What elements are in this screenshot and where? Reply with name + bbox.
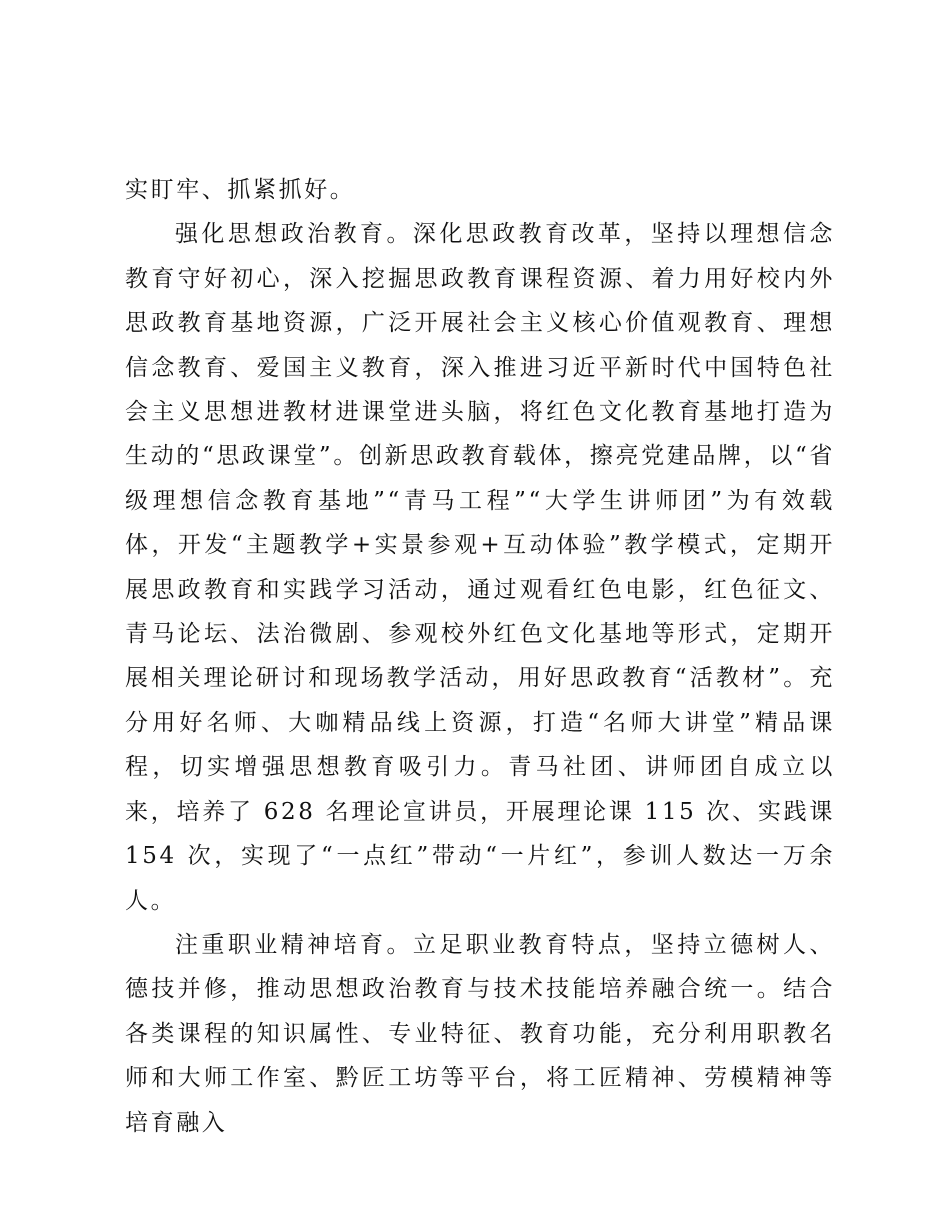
paragraph-continuation: 实盯牢、抓紧抓好。 <box>125 177 356 203</box>
document-body <box>125 168 835 1145</box>
paragraph-professional-spirit: 注重职业精神培育。立足职业教育特点，坚持立德树人、德技并修，推动思想政治教育与技术技能培养融合统一。结合各类课程的知识属性、专业特征、教育功能，充分利用职教名师和大师工作室、黔匠工坊等平台，将工匠精神、劳模精神等培育融入 <box>125 931 835 1136</box>
paragraph-ideological-education: 强化思想政治教育。深化思政教育改革，坚持以理想信念教育守好初心，深入挖掘思政教育课程资源、着力用好校内外思政教育基地资源，广泛开展社会主义核心价值观教育、理想信念教育、爱国主义教育，深入推进习近平新时代中国特色社会主义思想进教材进课堂进头脑，将红色文化教育基地打造为生动的“思政课堂”。创新思政教育载体，擦亮党建品牌，以“省级理想信念教育基地”“青马工程”“大学生讲师团”为有效载体，开发“主题教学+实景参观+互动体验”教学模式，定期开展思政教育和实践学习活动，通过观看红色电影，红色征文、青马论坛、法治微剧、参观校外红色文化基地等形式，定期开展相关理论研讨和现场教学活动，用好思政教育“活教材”。充分用好名师、大咖精品线上资源，打造“名师大讲堂”精品课程，切实增强思想教育吸引力。青马社团、讲师团自成立以来，培养了 628 名理论宣讲员，开展理论课 115 次、实践课 154 次，实现了“一点红”带动“一片红”，参训人数达一万余人。 <box>125 221 835 914</box>
